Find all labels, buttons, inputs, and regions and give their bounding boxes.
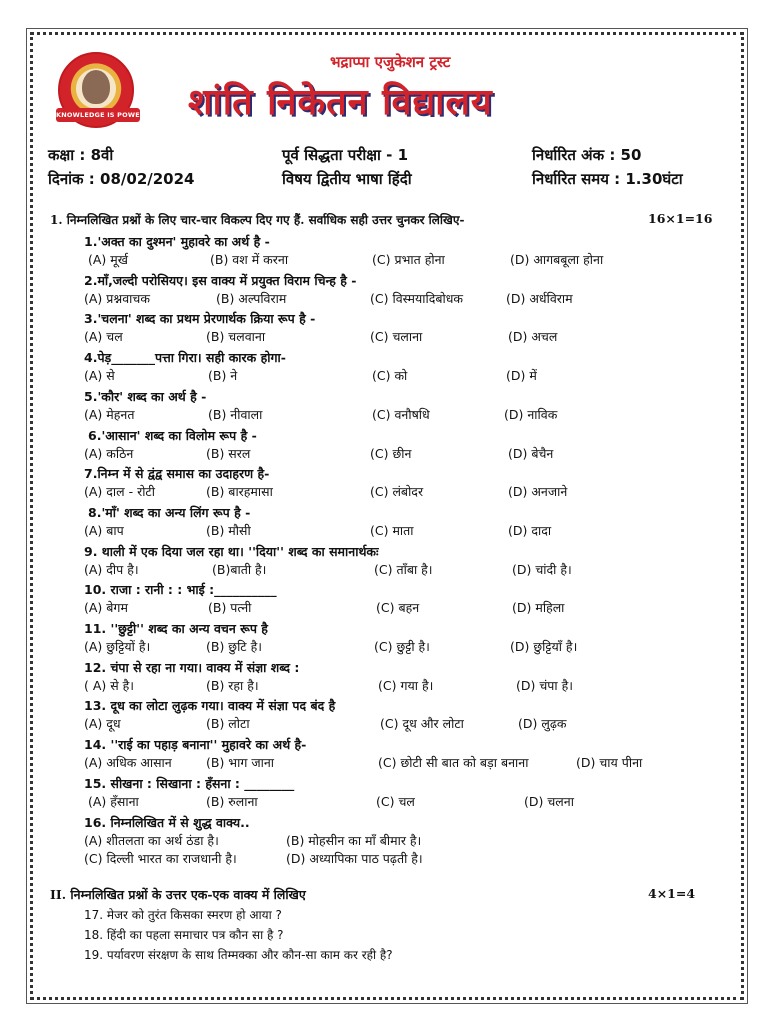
section-1-marks: 16×1=16 (648, 211, 713, 226)
question-4: 4.पेड़_______पत्ता गिरा। सही कारक होगा- (84, 350, 286, 365)
question-7-option-d: (D) अनजाने (508, 484, 568, 499)
question-13-option-d: (D) लुढ़क (518, 716, 567, 731)
question-9-option-a: (A) दीप है। (84, 562, 139, 577)
question-7: 7.निम्न में से द्वंद्व समास का उदाहरण है- (84, 466, 270, 481)
question-15-option-a: (A) हँसाना (88, 794, 139, 809)
exam-title: पूर्व सिद्धता परीक्षा - 1 (282, 146, 409, 164)
question-13-option-a: (A) दूध (84, 716, 121, 731)
question-9-option-c: (C) ताँबा है। (374, 562, 433, 577)
question-14-option-c: (C) छोटी सी बात को बड़ा बनाना (378, 755, 529, 770)
question-16: 16. निम्नलिखित में से शुद्ध वाक्य.. (84, 815, 250, 830)
question-11-option-a: (A) छुट्टियों है। (84, 639, 151, 654)
question-1-option-b: (B) वश में करना (210, 252, 289, 267)
question-16-option-b: (B) मोहसीन का माँ बीमार है। (286, 833, 422, 848)
question-2-option-b: (B) अल्पविराम (216, 291, 287, 306)
question-12-option-c: (C) गया है। (378, 678, 434, 693)
question-3-option-c: (C) चलाना (370, 329, 423, 344)
question-3-option-a: (A) चल (84, 329, 123, 344)
question-10: 10. राजा : रानी : : भाई :__________ (84, 582, 277, 597)
question-6-option-d: (D) बेचैन (508, 446, 554, 461)
question-5-option-b: (B) नीवाला (208, 407, 263, 422)
question-6-option-b: (B) सरल (206, 446, 251, 461)
question-8-option-d: (D) दादा (508, 523, 552, 538)
question-6-option-a: (A) कठिन (84, 446, 134, 461)
trust-name: भद्राप्पा एजुकेशन ट्रस्ट (330, 53, 451, 71)
question-15-option-b: (B) रुलाना (206, 794, 258, 809)
question-5-option-a: (A) मेहनत (84, 407, 135, 422)
logo-motto: KNOWLEDGE IS POWER (56, 108, 140, 122)
question-11: 11. ''छुट्टी'' शब्द का अन्य वचन रूप है (84, 621, 268, 636)
question-9: 9. थाली में एक दिया जल रहा था। ''दिया'' शब्द का समानार्थकः (84, 544, 379, 559)
question-4-option-c: (C) को (372, 368, 408, 383)
question-8: 8.'माँ' शब्द का अन्य लिंग रूप है - (88, 505, 251, 520)
question-10-option-d: (D) महिला (512, 600, 565, 615)
subject: विषय द्वितीय भाषा हिंदी (282, 170, 412, 188)
question-15-option-d: (D) चलना (524, 794, 574, 809)
question-2-option-a: (A) प्रश्नवाचक (84, 291, 150, 306)
question-6: 6.'आसान' शब्द का विलोम रूप है - (88, 428, 257, 443)
question-7-option-a: (A) दाल - रोटी (84, 484, 155, 499)
question-8-option-b: (B) मौसी (206, 523, 251, 538)
exam-duration: निर्धारित समय : 1.30घंटा (532, 170, 683, 188)
question-7-option-c: (C) लंबोदर (370, 484, 424, 499)
question-4-option-d: (D) में (506, 368, 537, 383)
question-13: 13. दूध का लोटा लुढ़क गया। वाक्य में संज्ञा पद बंद है (84, 698, 336, 713)
question-12-option-b: (B) रहा है। (206, 678, 259, 693)
question-1-option-a: (A) मूर्ख (88, 252, 128, 267)
question-4-option-a: (A) से (84, 368, 115, 383)
question-12-option-a: ( A) से है। (84, 678, 135, 693)
section-2-title: II. निम्नलिखित प्रश्नों के उत्तर एक-एक वाक्य में लिखिए (50, 887, 306, 902)
question-9-option-d: (D) चांदी है। (512, 562, 572, 577)
question-5-option-d: (D) नाविक (504, 407, 558, 422)
question-8-option-c: (C) माता (370, 523, 414, 538)
question-9-option-b: (B)बाती है। (212, 562, 267, 577)
question-17: 17. मेजर को तुरंत किसका स्मरण हो आया ? (84, 908, 282, 922)
question-12-option-d: (D) चंपा है। (516, 678, 573, 693)
school-name: शांति निकेतन विद्यालय (188, 82, 493, 123)
question-10-option-b: (B) पत्नी (208, 600, 252, 615)
question-1-option-c: (C) प्रभात होना (372, 252, 445, 267)
question-11-option-d: (D) छुट्टियाँ है। (510, 639, 578, 654)
section-2-marks: 4×1=4 (648, 886, 696, 901)
question-13-option-c: (C) दूध और लोटा (380, 716, 464, 731)
question-14-option-d: (D) चाय पीना (576, 755, 643, 770)
question-5: 5.'कौर' शब्द का अर्थ है - (84, 389, 207, 404)
question-13-option-b: (B) लोटा (206, 716, 250, 731)
question-12: 12. चंपा से रहा ना गया। वाक्य में संज्ञा शब्द : (84, 660, 300, 675)
question-3: 3.'चलना' शब्द का प्रथम प्रेरणार्थक क्रिया रूप है - (84, 311, 316, 326)
question-18: 18. हिंदी का पहला समाचार पत्र कौन सा है ? (84, 928, 284, 942)
question-10-option-c: (C) बहन (376, 600, 420, 615)
question-6-option-c: (C) छीन (370, 446, 412, 461)
question-16-option-a: (A) शीतलता का अर्थ ठंडा है। (84, 833, 219, 848)
question-4-option-b: (B) ने (208, 368, 238, 383)
question-3-option-d: (D) अचल (508, 329, 558, 344)
question-14: 14. ''राई का पहाड़ बनाना'' मुहावरे का अर्थ है- (84, 737, 307, 752)
question-7-option-b: (B) बारहमासा (206, 484, 273, 499)
question-16-option-d: (D) अध्यापिका पाठ पढ़ती है। (286, 851, 423, 866)
question-1-option-d: (D) आगबबूला होना (510, 252, 604, 267)
question-19: 19. पर्यावरण संरक्षण के साथ तिम्मक्का और कौन-सा काम कर रही है? (84, 948, 393, 962)
exam-date: दिनांक : 08/02/2024 (48, 170, 195, 188)
logo-portrait (82, 70, 110, 104)
question-10-option-a: (A) बेगम (84, 600, 128, 615)
question-2-option-d: (D) अर्धविराम (506, 291, 573, 306)
section-1-title: 1. निम्नलिखित प्रश्नों के लिए चार-चार विकल्प दिए गए हैं. सर्वाधिक सही उत्तर चुनकर लिखिए- (50, 213, 465, 227)
class-label: कक्षा : 8वी (48, 146, 114, 164)
question-15: 15. सीखना : सिखाना : हँसना : ________ (84, 776, 295, 791)
question-2-option-c: (C) विस्मयादिबोधक (370, 291, 464, 306)
question-5-option-c: (C) वनौषधि (372, 407, 430, 422)
question-14-option-a: (A) अधिक आसान (84, 755, 172, 770)
question-3-option-b: (B) चलवाना (206, 329, 266, 344)
question-1: 1.'अक्त का दुश्मन' मुहावरे का अर्थ है - (84, 234, 270, 249)
question-16-option-c: (C) दिल्ली भारत का राजधानी है। (84, 851, 237, 866)
max-marks: निर्धारित अंक : 50 (532, 146, 642, 164)
question-2: 2.माँ,जल्दी परोसियए। इस वाक्य में प्रयुक्त विराम चिन्ह है - (84, 273, 357, 288)
question-15-option-c: (C) चल (376, 794, 415, 809)
question-14-option-b: (B) भाग जाना (206, 755, 275, 770)
question-8-option-a: (A) बाप (84, 523, 124, 538)
question-11-option-c: (C) छुट्टी है। (374, 639, 430, 654)
question-11-option-b: (B) छुटि है। (206, 639, 262, 654)
